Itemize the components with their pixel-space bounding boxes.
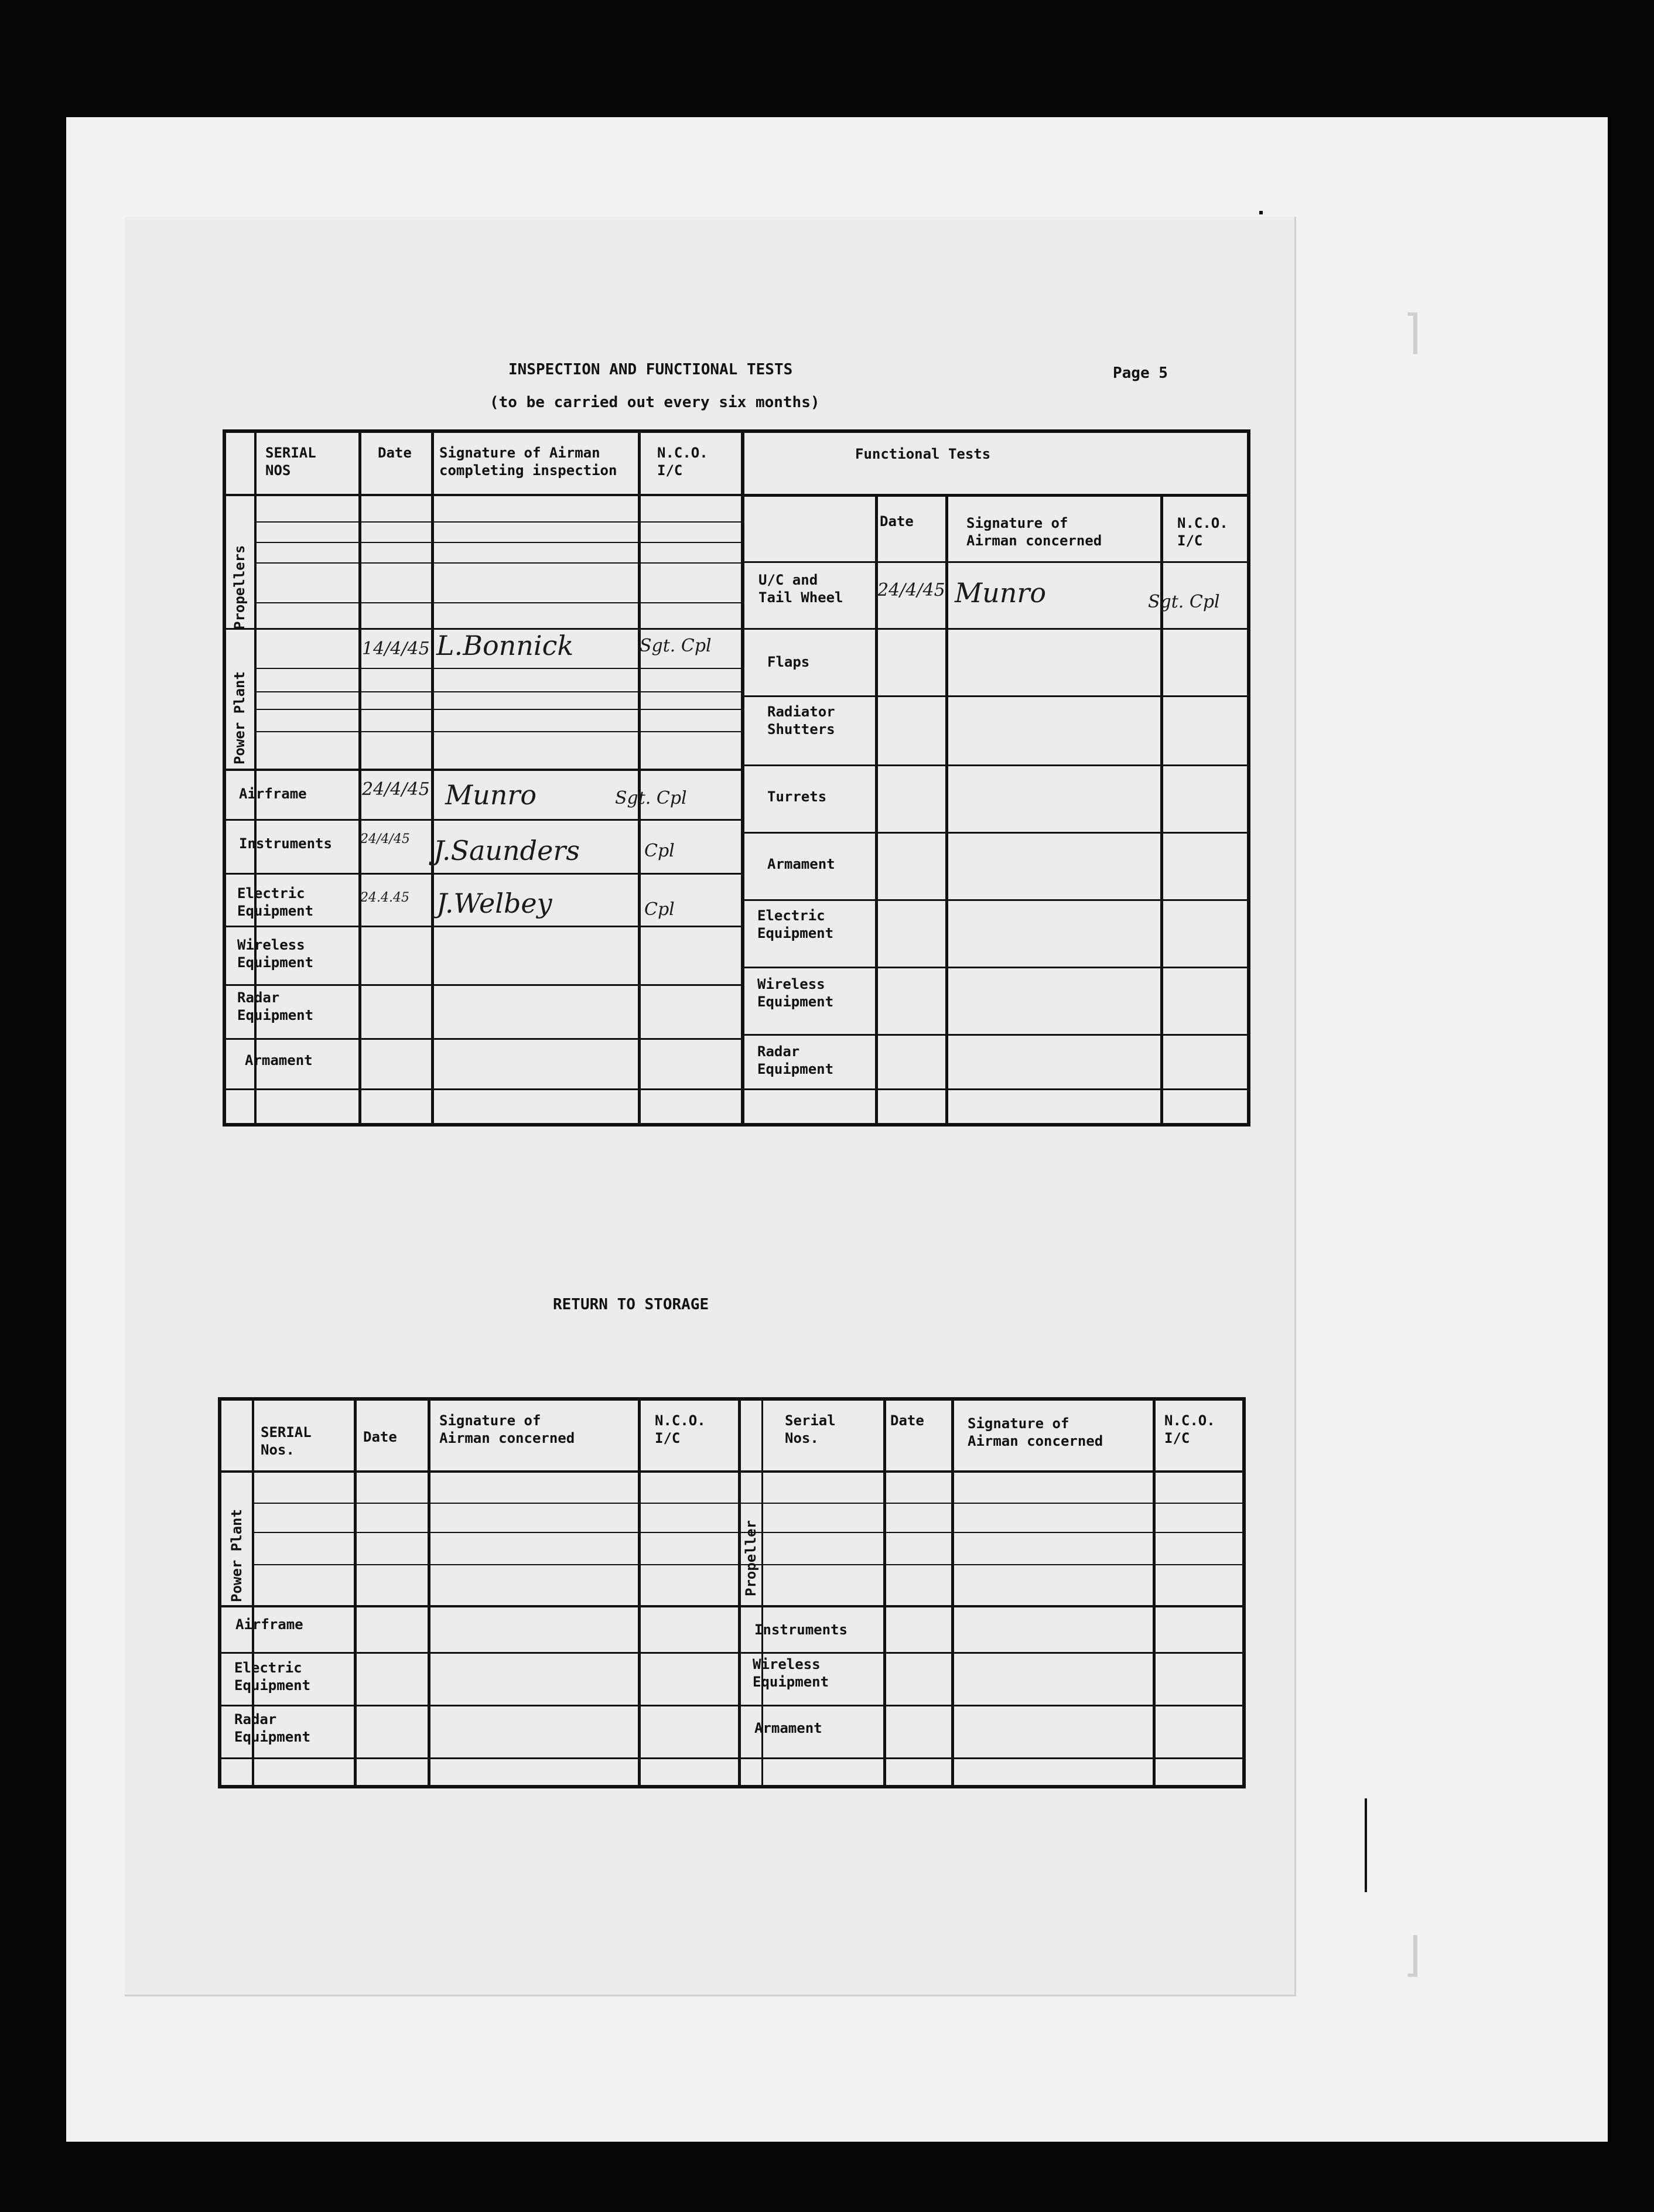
- ft-row-flaps: Flaps: [767, 654, 810, 670]
- header-signature: Signature of Airman completing inspection: [439, 445, 617, 479]
- storage-header-signature: Signature of Airman concerned: [439, 1412, 575, 1446]
- scan-edge-line: [1365, 1798, 1367, 1892]
- inspection-subtitle: (to be carried out every six months): [490, 394, 820, 411]
- group-label-power-plant: Power Plant: [231, 671, 248, 764]
- entry-uc-nco: Sgt. Cpl: [1148, 592, 1220, 612]
- row-wireless-equipment: Wireless Equipment: [237, 937, 314, 971]
- header-functional-tests: Functional Tests: [855, 446, 991, 462]
- storage-row-electric-equipment: Electric Equipment: [234, 1660, 311, 1694]
- storage-row-wireless-equipment: Wireless Equipment: [753, 1656, 829, 1690]
- row-armament: Armament: [245, 1052, 313, 1069]
- storage-header-serial-2: Serial Nos.: [785, 1412, 836, 1446]
- ft-row-electric-equipment: Electric Equipment: [757, 907, 834, 941]
- storage-row-instruments: Instruments: [754, 1622, 847, 1638]
- header-nco: N.C.O. I/C: [657, 445, 708, 479]
- entry-power-plant-nco: Sgt. Cpl: [640, 636, 712, 656]
- storage-row-radar-equipment: Radar Equipment: [234, 1711, 311, 1745]
- header-ft-date: Date: [880, 513, 914, 530]
- scan-bracket-bottom: ⌋: [1400, 1927, 1429, 1982]
- ft-row-uc-tail-wheel: U/C and Tail Wheel: [758, 572, 843, 606]
- ft-row-radiator-shutters: Radiator Shutters: [767, 704, 835, 738]
- storage-group-power-plant: Power Plant: [228, 1509, 245, 1602]
- entry-airframe-date: 24/4/45: [362, 779, 430, 800]
- header-ft-nco: N.C.O. I/C: [1177, 515, 1228, 549]
- storage-table: [218, 1397, 1246, 1788]
- storage-header-signature-2: Signature of Airman concerned: [968, 1415, 1103, 1449]
- scan-speck: [1259, 211, 1263, 214]
- entry-uc-signature: Munro: [955, 577, 1047, 609]
- ft-row-wireless-equipment: Wireless Equipment: [757, 976, 834, 1010]
- entry-airframe-signature: Munro: [445, 779, 537, 811]
- page-number: Page 5: [1113, 364, 1168, 382]
- storage-group-propeller: Propeller: [743, 1520, 759, 1596]
- scan-bracket-top: ⌉: [1400, 305, 1429, 359]
- row-airframe: Airframe: [239, 786, 307, 802]
- header-serial-nos: SERIAL NOS: [265, 445, 316, 479]
- entry-instruments-date: 24/4/45: [360, 832, 410, 846]
- storage-header-date: Date: [363, 1429, 397, 1445]
- header-ft-signature: Signature of Airman concerned: [966, 515, 1102, 549]
- row-instruments: Instruments: [239, 835, 332, 852]
- storage-row-airframe: Airframe: [235, 1616, 303, 1633]
- inspection-title: INSPECTION AND FUNCTIONAL TESTS: [508, 361, 793, 378]
- storage-row-armament: Armament: [754, 1720, 822, 1736]
- entry-electric-nco: Cpl: [644, 899, 675, 920]
- storage-header-nco-2: N.C.O. I/C: [1164, 1412, 1215, 1446]
- entry-electric-signature: J.Welbey: [436, 887, 552, 919]
- entry-uc-date: 24/4/45: [877, 580, 945, 600]
- storage-header-date-2: Date: [890, 1412, 924, 1429]
- group-label-propellers: Propellers: [231, 545, 248, 630]
- ft-row-turrets: Turrets: [767, 788, 827, 805]
- ft-row-radar-equipment: Radar Equipment: [757, 1043, 834, 1077]
- entry-airframe-nco: Sgt. Cpl: [615, 788, 687, 808]
- entry-power-plant-signature: L.Bonnick: [436, 630, 574, 661]
- ft-row-armament: Armament: [767, 856, 835, 872]
- entry-electric-date: 24.4.45: [360, 890, 409, 905]
- entry-instruments-signature: J.Saunders: [433, 835, 580, 866]
- row-electric-equipment: Electric Equipment: [237, 885, 314, 919]
- storage-title: RETURN TO STORAGE: [553, 1296, 709, 1313]
- storage-header-nco: N.C.O. I/C: [655, 1412, 706, 1446]
- storage-header-serial: SERIAL Nos.: [261, 1424, 312, 1458]
- header-date: Date: [378, 445, 412, 461]
- row-radar-equipment: Radar Equipment: [237, 989, 314, 1023]
- entry-instruments-nco: Cpl: [644, 841, 675, 861]
- entry-power-plant-date: 14/4/45: [362, 639, 430, 659]
